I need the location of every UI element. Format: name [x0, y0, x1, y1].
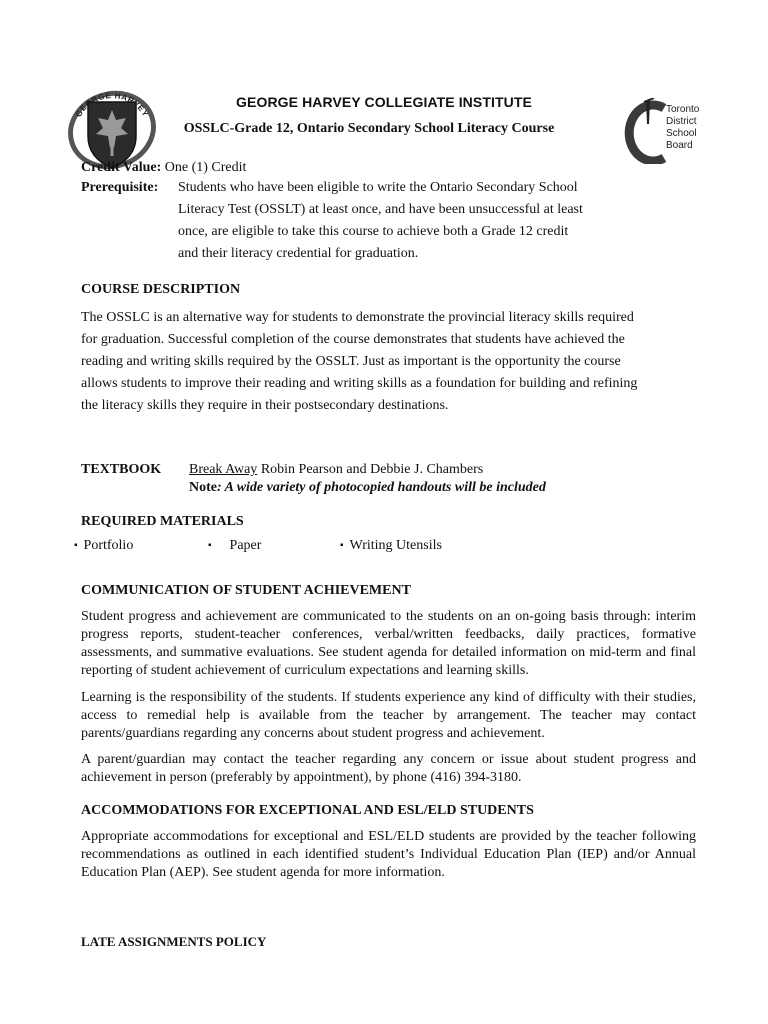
textbook-authors: Robin Pearson and Debbie J. Chambers — [257, 462, 484, 477]
tdsb-logo-text-line: School — [666, 128, 697, 139]
credit-value-line — [81, 160, 246, 176]
bullet-icon: ▪ — [340, 540, 344, 551]
credit-value-label: Credit Value: — [81, 160, 162, 175]
textbook-title: Break Away — [189, 462, 258, 477]
prerequisite-line: Literacy Test (OSSLT) at least once, and have been unsuccessful at least — [178, 202, 583, 217]
course-description-line: reading and writing skills required by the OSSLT. Just as important is the opportunity the course — [81, 354, 621, 369]
course-description-line: the literacy skills they require in their postsecondary destinations. — [81, 398, 449, 413]
communication-heading: COMMUNICATION OF STUDENT ACHIEVEMENT — [81, 583, 411, 598]
communication-paragraph: Learning is the responsibility of the students. If students experience any kind of difficulty with their studies, access to remedial help is available from the teacher by arrangement. The teacher may contact parents/guardians regarding any concerns about student progress and achievement. — [81, 690, 696, 741]
communication-paragraph: Student progress and achievement are communicated to the students on an on-going basis through: interim progress reports, student-teacher conferences, verbal/written feedbacks, daily practices, formative assessments, and summative evaluations. See student agenda for detailed information on mid-term and final reporting of student achievement of curriculum expectations and learning skills. — [81, 609, 696, 678]
communication-paragraph: A parent/guardian may contact the teacher regarding any concern or issue about student progress and achievement in person (preferably by appointment), by phone (416) 394-3180. — [81, 752, 696, 785]
school-name-heading: GEORGE HARVEY COLLEGIATE INSTITUTE — [236, 94, 532, 110]
material-item-label: Portfolio — [83, 538, 134, 553]
prerequisite-line: once, are eligible to take this course to achieve both a Grade 12 credit — [178, 224, 569, 239]
course-description-line: The OSSLC is an alternative way for students to demonstrate the provincial literacy skills required — [81, 310, 634, 325]
material-item-label: Paper — [229, 538, 262, 553]
tdsb-logo-text-line: Toronto — [666, 104, 700, 115]
bullet-icon: ▪ — [74, 540, 78, 551]
textbook-note — [189, 480, 546, 496]
course-description-text — [81, 307, 693, 417]
course-description-line: for graduation. Successful completion of the course demonstrates that students have achieved the — [81, 332, 625, 347]
prerequisite-line: Students who have been eligible to write the Ontario Secondary School — [178, 180, 578, 195]
course-description-heading: COURSE DESCRIPTION — [81, 282, 241, 297]
tdsb-logo-text-line: Board — [666, 140, 693, 151]
prerequisite-text — [178, 177, 641, 265]
course-title: OSSLC-Grade 12, Ontario Secondary School Literacy Course — [183, 121, 555, 136]
textbook-note-label: Note — [189, 480, 217, 495]
material-item-portfolio — [74, 538, 133, 554]
credit-value: One (1) Credit — [164, 160, 247, 175]
prerequisite-line: and their literacy credential for graduation. — [178, 246, 419, 261]
crest-logo-text: GEORGE HARVEY — [73, 91, 151, 119]
required-materials-heading: REQUIRED MATERIALS — [81, 514, 244, 529]
material-item-writing-utensils — [340, 538, 442, 554]
material-item-paper — [208, 538, 261, 554]
tdsb-logo-text-line: District — [666, 116, 697, 127]
textbook-heading: TEXTBOOK — [81, 462, 162, 477]
late-assignments-heading: LATE ASSIGNMENTS POLICY — [81, 934, 267, 949]
material-item-label: Writing Utensils — [349, 538, 442, 553]
prerequisite-label: Prerequisite: — [81, 180, 159, 195]
accommodations-paragraph: Appropriate accommodations for exceptional and ESL/ELD students are provided by the teacher following recommendations as outlined in each identified student’s Individual Education Plan (IEP) and/or Annual Education Plan (AEP). See student agenda for more information. — [81, 829, 696, 880]
accommodations-heading: ACCOMMODATIONS FOR EXCEPTIONAL AND ESL/ELD STUDENTS — [81, 803, 534, 818]
bullet-icon: ▪ — [208, 540, 212, 551]
textbook-info — [189, 462, 483, 478]
course-description-line: allows students to improve their reading and writing skills as a foundation for building and refining — [81, 376, 638, 391]
textbook-note-text: : A wide variety of photocopied handouts will be included — [217, 480, 546, 495]
